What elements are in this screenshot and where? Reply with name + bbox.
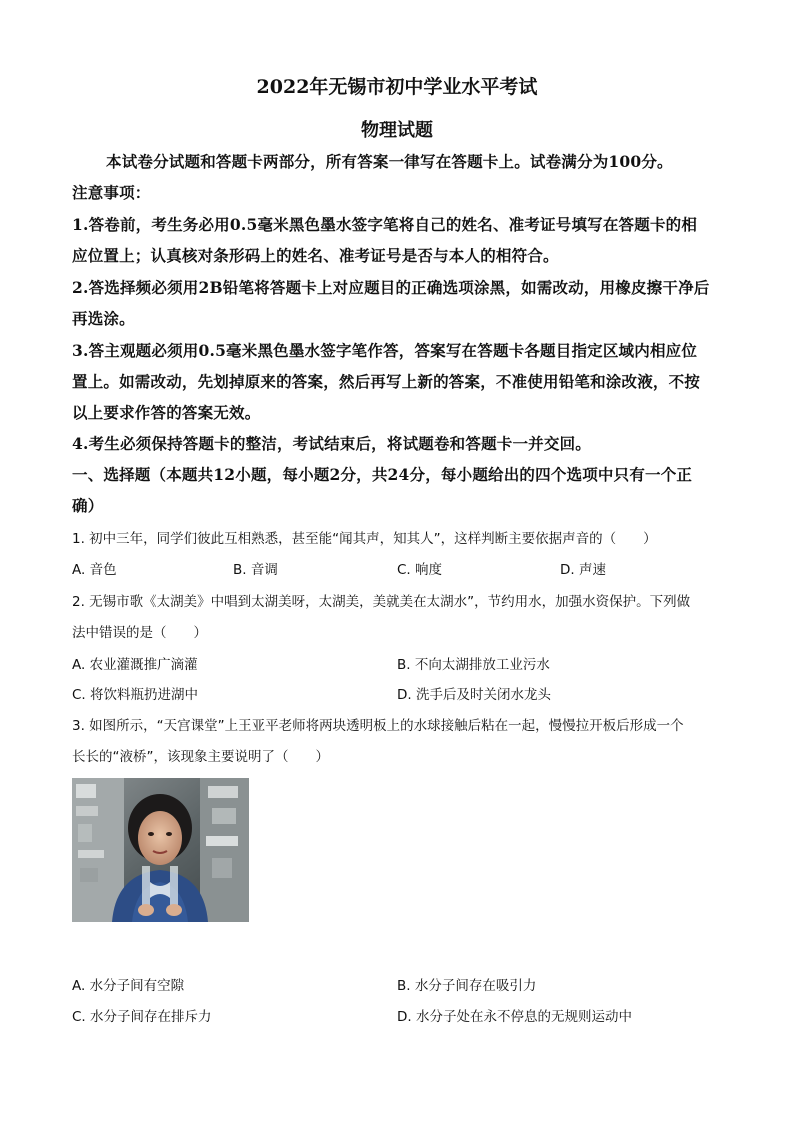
q3-option-c: C. 水分子间存在排斥力 bbox=[72, 1009, 212, 1025]
exam-subtitle: 物理试题 bbox=[361, 120, 433, 141]
note-line: 置上。如需改动，先划掉原来的答案，然后再写上新的答案，不准使用铅笔和涂改液，不按 bbox=[72, 372, 701, 391]
section-heading: 一、选择题（本题共12小题，每小题2分，共24分，每小题给出的四个选项中只有一个正 bbox=[72, 465, 693, 484]
question-1-stem: 1. 初中三年，同学们彼此互相熟悉，甚至能“闻其声，知其人”，这样判断主要依据声音的（ ） bbox=[72, 531, 657, 547]
question-3-stem: 3. 如图所示，“天宫课堂”上王亚平老师将两块透明板上的水球接触后粘在一起，慢慢拉开板后形成一个 bbox=[72, 718, 684, 734]
note-line: 4.考生必须保持答题卡的整洁，考试结束后，将试题卷和答题卡一并交回。 bbox=[72, 434, 591, 453]
notes-heading: 注意事项： bbox=[72, 183, 151, 202]
note-line: 1.答卷前，考生务必用0.5毫米黑色墨水签字笔将自己的姓名、准考证号填写在答题卡的相 bbox=[72, 215, 698, 234]
note-line: 再选涂。 bbox=[72, 309, 135, 328]
note-line: 应位置上；认真核对条形码上的姓名、准考证号是否与本人的相符合。 bbox=[72, 246, 559, 265]
q2-option-c: C. 将饮料瓶扔进湖中 bbox=[72, 687, 199, 703]
question-2-stem-cont: 法中错误的是（ ） bbox=[72, 625, 207, 641]
intro-text: 本试卷分试题和答题卡两部分，所有答案一律写在答题卡上。试卷满分为100分。 bbox=[106, 152, 673, 171]
q2-option-b: B. 不向太湖排放工业污水 bbox=[397, 657, 550, 673]
q3-option-a: A. 水分子间有空隙 bbox=[72, 978, 185, 994]
q3-option-b: B. 水分子间存在吸引力 bbox=[397, 978, 537, 994]
q1-option-b: B. 音调 bbox=[233, 562, 278, 578]
q2-option-d: D. 洗手后及时关闭水龙头 bbox=[397, 687, 551, 703]
q3-option-d: D. 水分子处在永不停息的无规则运动中 bbox=[397, 1009, 632, 1025]
q1-option-d: D. 声速 bbox=[560, 562, 606, 578]
section-heading-cont: 确） bbox=[72, 496, 104, 515]
note-line: 2.答选择频必须用2B铅笔将答题卡上对应题目的正确选项涂黑，如需改动，用橡皮擦干净后 bbox=[72, 278, 710, 297]
question-2-stem: 2. 无锡市歌《太湖美》中唱到太湖美呀，太湖美，美就美在太湖水”，节约用水，加强水资保护。下列做 bbox=[72, 594, 691, 610]
exam-title: 2022年无锡市初中学业水平考试 bbox=[256, 76, 538, 98]
note-line: 3.答主观题必须用0.5毫米黑色墨水签字笔作答，答案写在答题卡各题目指定区域内相应位 bbox=[72, 341, 698, 360]
q2-option-a: A. 农业灌溉推广滴灌 bbox=[72, 657, 198, 673]
q1-option-a: A. 音色 bbox=[72, 562, 117, 578]
astronaut-illustration bbox=[72, 778, 249, 922]
liquid-bridge-photo bbox=[72, 778, 249, 922]
q1-option-c: C. 响度 bbox=[397, 562, 443, 578]
question-3-stem-cont: 长长的“液桥”，该现象主要说明了（ ） bbox=[72, 749, 329, 765]
note-line: 以上要求作答的答案无效。 bbox=[72, 403, 261, 422]
